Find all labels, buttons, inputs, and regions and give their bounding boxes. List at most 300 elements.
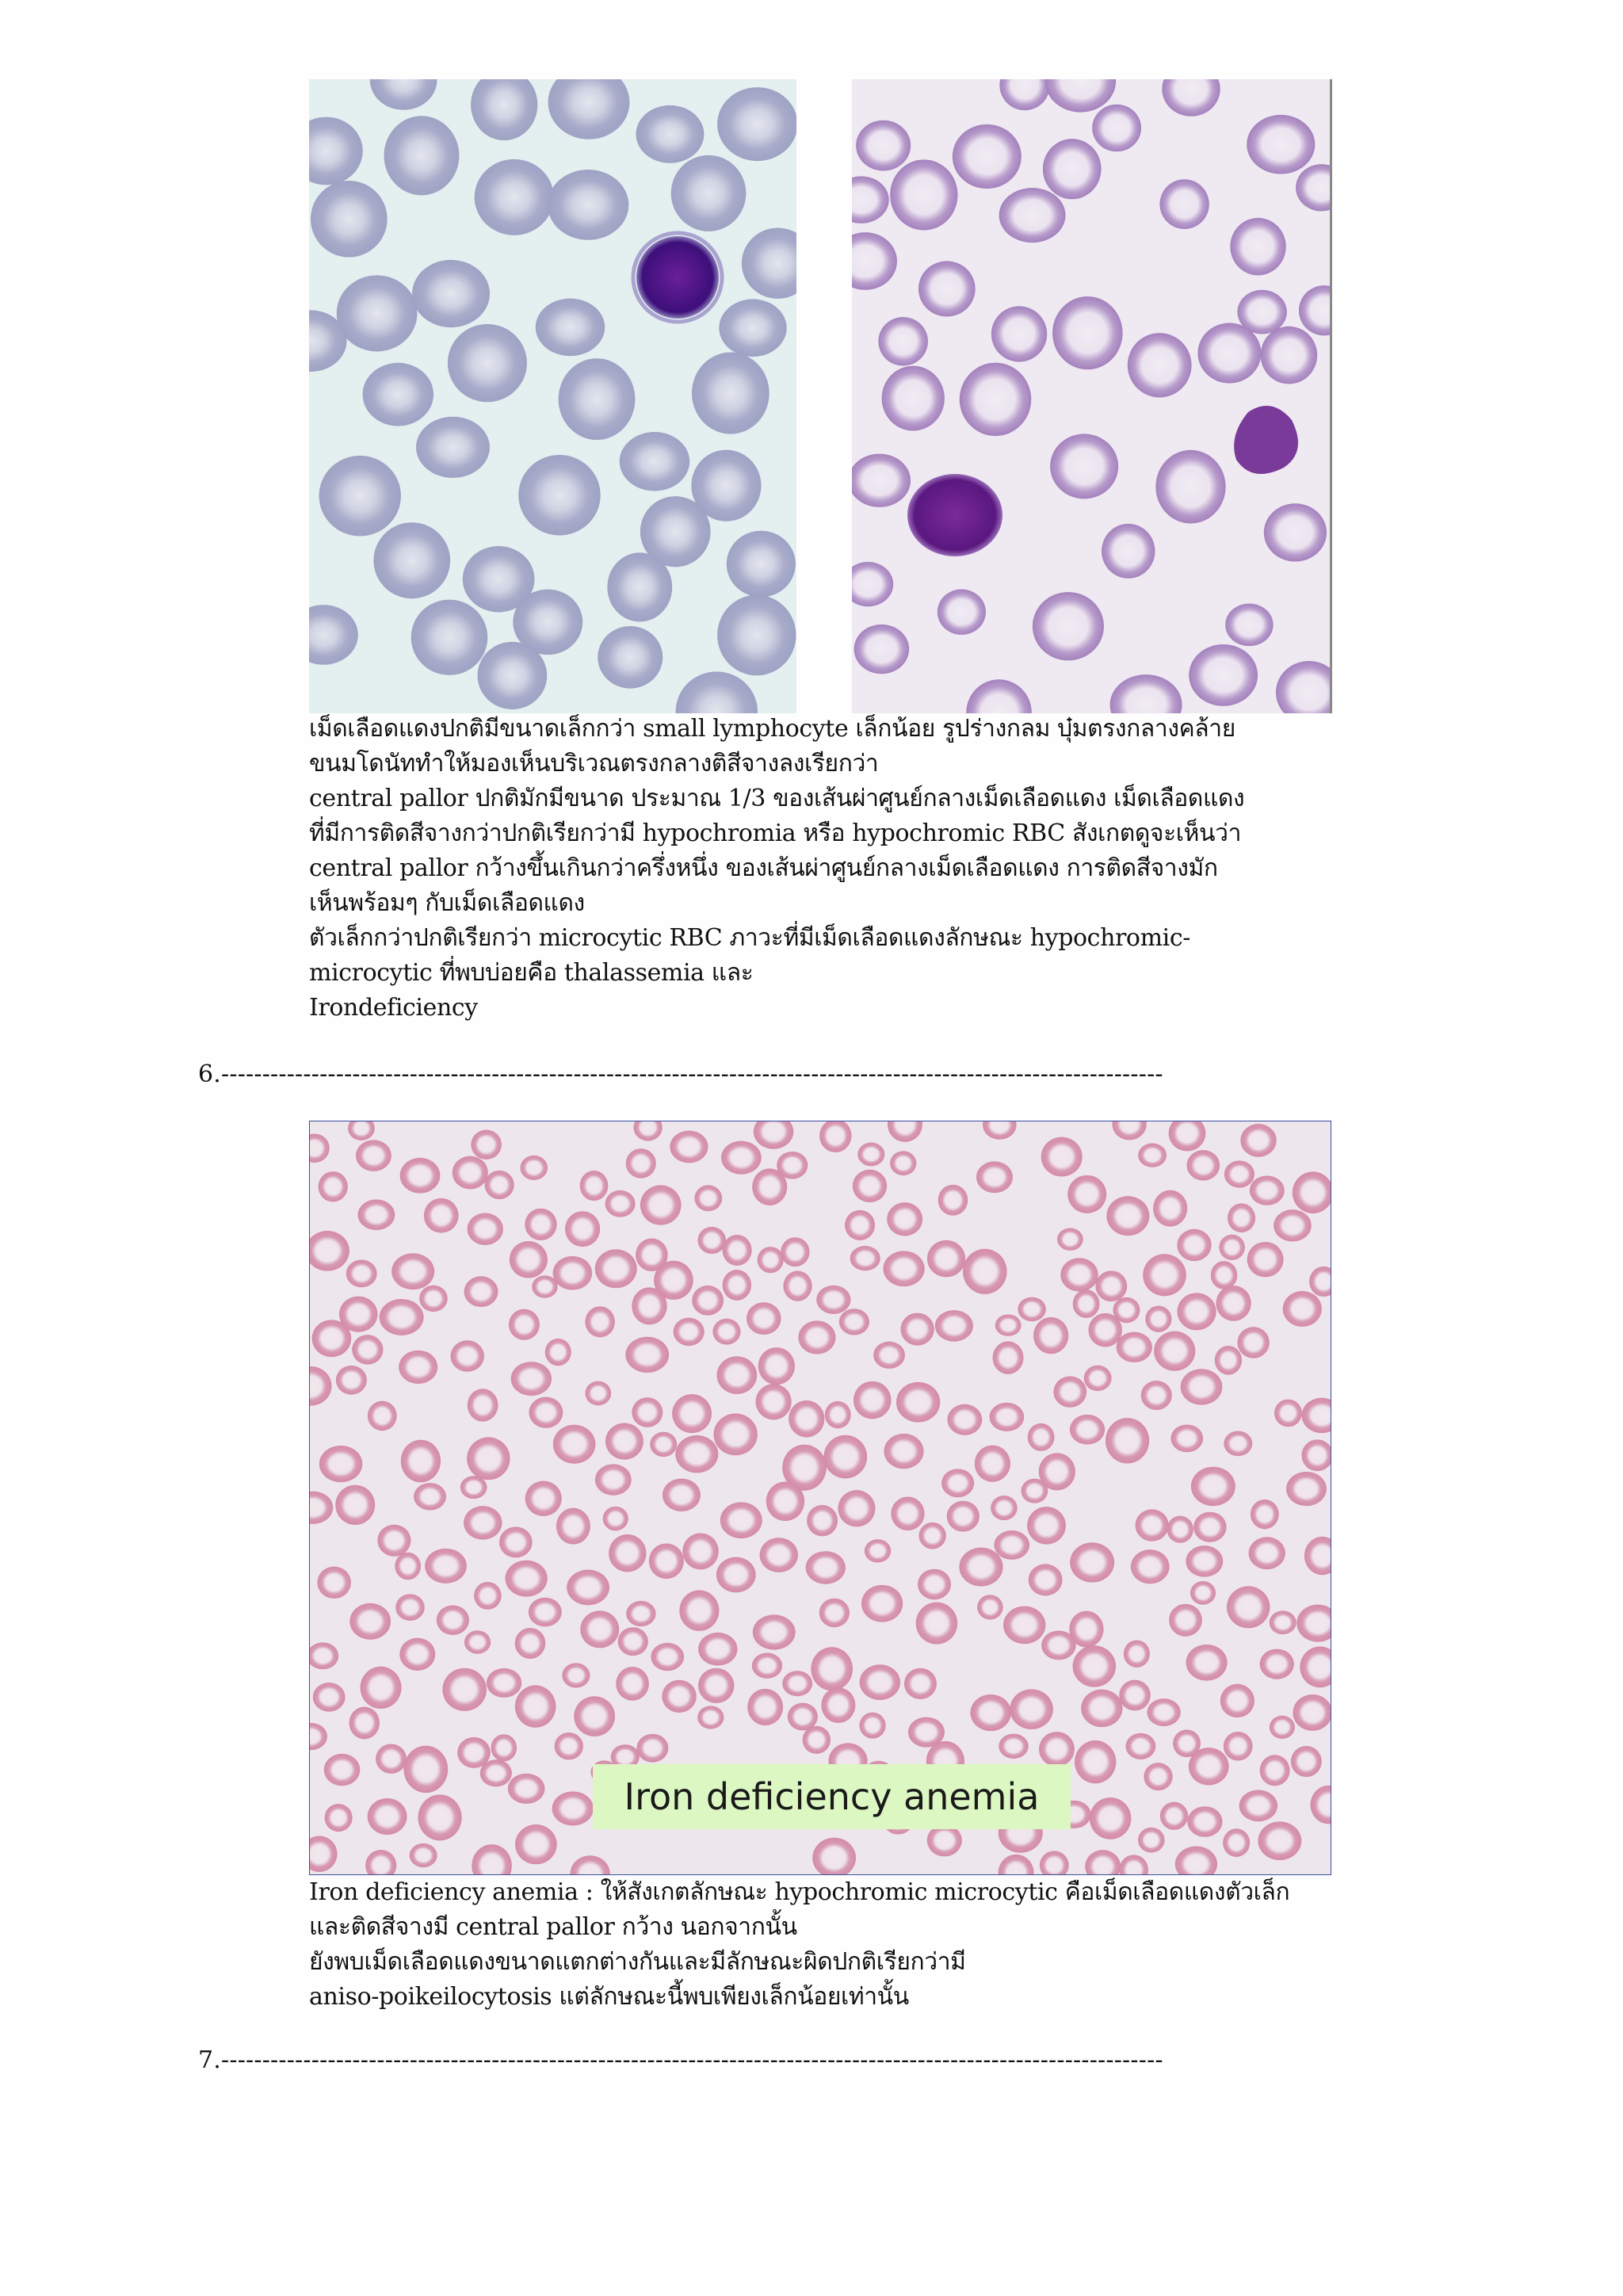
red-blood-cell	[692, 353, 769, 434]
red-blood-cell	[352, 1335, 383, 1364]
red-blood-cell	[1060, 1258, 1098, 1291]
red-blood-cell	[727, 531, 796, 598]
red-blood-cell	[941, 1469, 974, 1497]
red-blood-cell	[1224, 1431, 1252, 1457]
red-blood-cell	[900, 1313, 934, 1346]
red-blood-cell	[947, 1404, 982, 1435]
red-blood-cell	[395, 1594, 424, 1621]
red-blood-cell	[1261, 327, 1318, 384]
red-blood-cell	[682, 1533, 718, 1569]
red-blood-cell	[1215, 1346, 1242, 1375]
red-blood-cell	[349, 1707, 380, 1740]
red-blood-cell	[1147, 1698, 1180, 1726]
red-blood-cell	[674, 1318, 705, 1346]
red-blood-cell	[467, 1437, 510, 1480]
red-blood-cell	[339, 1297, 378, 1332]
red-blood-cell	[1293, 1694, 1331, 1731]
red-blood-cell	[1033, 592, 1104, 660]
red-blood-cell	[993, 1341, 1024, 1373]
red-blood-cell	[1264, 503, 1327, 561]
lymphocyte-cell	[636, 236, 719, 319]
red-blood-cell	[1270, 1716, 1295, 1739]
blood-smear-hypochromic-image	[852, 79, 1332, 713]
red-blood-cell	[698, 1668, 734, 1703]
red-blood-cell	[474, 1582, 502, 1610]
red-blood-cell	[1187, 1806, 1222, 1837]
red-blood-cell	[856, 120, 911, 171]
red-blood-cell	[1043, 139, 1102, 199]
red-blood-cell	[995, 1315, 1022, 1336]
red-blood-cell	[953, 124, 1022, 189]
red-blood-cell	[853, 1170, 887, 1202]
red-blood-cell	[399, 1350, 437, 1384]
red-blood-cell	[636, 105, 704, 163]
red-blood-cell	[559, 358, 636, 440]
red-blood-cell	[536, 299, 605, 357]
red-blood-cell	[580, 1610, 619, 1648]
red-blood-cell	[720, 1502, 762, 1538]
red-blood-cell	[1291, 1746, 1322, 1777]
red-blood-cell	[883, 1251, 924, 1286]
red-blood-cell	[515, 1628, 546, 1659]
normal-rbc-micrograph	[309, 79, 796, 713]
red-blood-cell	[823, 1435, 867, 1479]
red-blood-cell	[1225, 604, 1273, 647]
red-blood-cell	[411, 600, 488, 675]
lymphocyte-cell	[907, 474, 1002, 556]
red-blood-cell	[999, 1734, 1028, 1759]
red-blood-cell	[574, 1696, 615, 1736]
red-blood-cell	[918, 261, 976, 316]
red-blood-cell	[509, 1309, 540, 1340]
red-blood-cell	[671, 155, 747, 231]
red-blood-cell	[694, 1185, 722, 1211]
red-blood-cell	[453, 1156, 488, 1190]
red-blood-cell	[403, 1746, 448, 1793]
red-blood-cell	[491, 1734, 517, 1761]
red-blood-cell	[595, 1249, 637, 1288]
red-blood-cell	[783, 1271, 812, 1301]
red-blood-cell	[412, 260, 490, 327]
red-blood-cell	[1028, 1423, 1055, 1451]
red-blood-cell	[632, 1397, 663, 1427]
red-blood-cell	[884, 1434, 923, 1469]
text-line: ที่มีการติดสีจางกว่าปกติเรียกว่ามี hypochromia หรือ hypochromic RBC สังเกตดูจะเห็นว่า	[309, 819, 1242, 847]
red-blood-cell	[963, 1249, 1007, 1294]
red-blood-cell	[1286, 1472, 1327, 1506]
red-blood-cell	[916, 1603, 957, 1645]
red-blood-cell	[918, 1569, 951, 1600]
red-blood-cell	[1143, 1254, 1186, 1296]
red-blood-cell	[442, 1668, 487, 1711]
red-blood-cell	[788, 1703, 818, 1731]
red-blood-cell	[1081, 1690, 1122, 1728]
red-blood-cell	[640, 1185, 682, 1224]
red-blood-cell	[1270, 1610, 1296, 1634]
red-blood-cell	[717, 87, 796, 161]
red-blood-cell	[349, 1603, 391, 1640]
red-blood-cell	[464, 1506, 502, 1539]
red-blood-cell	[1274, 1400, 1302, 1427]
red-blood-cell	[609, 1534, 646, 1572]
red-blood-cell	[487, 1668, 521, 1698]
red-blood-cell	[999, 188, 1066, 243]
red-blood-cell	[499, 1527, 533, 1558]
red-blood-cell	[854, 1381, 892, 1419]
red-blood-cell	[891, 1497, 924, 1531]
red-blood-cell	[1070, 1542, 1114, 1582]
red-blood-cell	[1239, 1790, 1277, 1822]
red-blood-cell	[317, 1567, 351, 1599]
red-blood-cell	[1003, 1606, 1045, 1645]
red-blood-cell	[515, 1685, 556, 1727]
red-blood-cell	[636, 1734, 668, 1763]
red-blood-cell	[819, 1599, 850, 1627]
red-blood-cell	[391, 1253, 434, 1289]
red-blood-cell	[626, 1148, 656, 1178]
red-blood-cell	[595, 1464, 632, 1495]
red-blood-cell	[1260, 1755, 1290, 1786]
red-blood-cell	[747, 1689, 783, 1725]
section-divider-6: 6.-------------------------------------------------------------------------------------------------------------------	[198, 1060, 1163, 1088]
red-blood-cell	[1018, 1297, 1046, 1322]
red-blood-cell	[1251, 1499, 1279, 1529]
red-blood-cell	[1178, 1293, 1216, 1330]
red-blood-cell	[947, 1501, 980, 1532]
red-blood-cell	[1050, 434, 1118, 499]
red-blood-cell	[1041, 1137, 1083, 1177]
red-blood-cell	[1070, 1415, 1105, 1445]
red-blood-cell	[1144, 1763, 1172, 1790]
red-blood-cell	[679, 1590, 719, 1630]
red-blood-cell	[337, 275, 418, 351]
red-blood-cell	[938, 590, 986, 635]
red-blood-cell	[605, 1190, 636, 1217]
red-blood-cell	[994, 1530, 1029, 1560]
red-blood-cell	[1155, 450, 1225, 524]
red-blood-cell	[620, 432, 689, 491]
red-blood-cell	[425, 1549, 467, 1584]
red-blood-cell	[991, 306, 1047, 361]
red-blood-cell	[358, 1199, 395, 1230]
red-blood-cell	[1027, 1507, 1066, 1544]
red-blood-cell	[1053, 1377, 1086, 1408]
red-blood-cell	[839, 1308, 869, 1335]
section-divider-7: 7.-------------------------------------------------------------------------------------------------------------------	[198, 2046, 1163, 2074]
red-blood-cell	[1119, 1680, 1151, 1711]
red-blood-cell	[1117, 1332, 1152, 1362]
red-blood-cell	[603, 1507, 628, 1531]
red-blood-cell	[478, 642, 548, 709]
red-blood-cell	[716, 1557, 756, 1593]
red-blood-cell	[927, 1824, 962, 1856]
red-blood-cell	[990, 1403, 1025, 1431]
red-blood-cell	[975, 1446, 1010, 1482]
red-blood-cell	[414, 1483, 446, 1510]
red-blood-cell	[464, 1630, 491, 1653]
red-blood-cell	[821, 1687, 855, 1723]
red-blood-cell	[882, 366, 945, 431]
red-blood-cell	[346, 1260, 377, 1288]
red-blood-cell	[1138, 1828, 1165, 1853]
red-blood-cell	[760, 1538, 798, 1572]
red-blood-cell	[585, 1381, 611, 1406]
red-blood-cell	[714, 1414, 758, 1456]
red-blood-cell	[508, 1774, 544, 1804]
red-blood-cell	[368, 1798, 407, 1835]
red-blood-cell	[890, 1151, 916, 1175]
red-blood-cell	[485, 1171, 514, 1199]
red-blood-cell	[1190, 1581, 1216, 1605]
red-blood-cell	[838, 1490, 875, 1526]
red-blood-cell	[580, 1171, 609, 1201]
red-blood-cell	[1247, 1242, 1284, 1277]
red-blood-cell	[410, 1843, 437, 1867]
red-blood-cell	[400, 1158, 441, 1194]
red-blood-cell	[675, 1435, 718, 1473]
red-blood-cell	[380, 1299, 424, 1335]
red-blood-cell	[1057, 1228, 1083, 1250]
red-blood-cell	[777, 1152, 808, 1179]
red-blood-cell	[1187, 1150, 1220, 1180]
red-blood-cell	[376, 1744, 407, 1773]
red-blood-cell	[1095, 1270, 1127, 1301]
text-line: central pallor ปกติมักมีขนาด ประมาณ 1/3 ของเส้นผ่าศูนย์กลางเม็ดเลือดแดง เม็ดเลือดแดง	[309, 785, 1245, 812]
red-blood-cell	[723, 1235, 752, 1266]
red-blood-cell	[437, 1605, 469, 1635]
red-blood-cell	[552, 1791, 594, 1825]
red-blood-cell	[663, 1479, 701, 1512]
red-blood-cell	[395, 1553, 421, 1580]
red-blood-cell	[313, 1683, 346, 1712]
red-blood-cell	[1029, 1564, 1063, 1595]
red-blood-cell	[1113, 1297, 1140, 1323]
red-blood-cell	[860, 1713, 886, 1739]
red-blood-cell	[1177, 1229, 1211, 1261]
red-blood-cell	[1167, 1516, 1193, 1543]
red-blood-cell	[1219, 1235, 1245, 1260]
red-blood-cell	[1125, 1733, 1155, 1759]
red-blood-cell	[325, 1804, 353, 1832]
text-line: และติดสีจางมี central pallor กว้าง นอกจากนั้น	[309, 1913, 797, 1941]
red-blood-cell	[1141, 1381, 1172, 1410]
red-blood-cell	[448, 324, 527, 402]
red-blood-cell	[529, 1397, 563, 1428]
red-blood-cell	[1169, 1604, 1202, 1637]
red-blood-cell	[556, 1508, 590, 1545]
red-blood-cell	[562, 1663, 590, 1687]
red-blood-cell	[1237, 1327, 1269, 1358]
red-blood-cell	[1260, 1649, 1294, 1679]
red-blood-cell	[1124, 1640, 1150, 1667]
red-blood-cell	[545, 1339, 571, 1366]
red-blood-cell	[616, 1667, 649, 1701]
red-blood-cell	[553, 1256, 593, 1290]
red-blood-cell	[401, 1440, 441, 1483]
red-blood-cell	[1075, 1740, 1116, 1783]
red-blood-cell	[626, 1601, 655, 1626]
red-blood-cell	[977, 1595, 1002, 1619]
red-blood-cell	[850, 1246, 880, 1270]
red-blood-cell	[585, 1306, 614, 1337]
red-blood-cell	[1067, 1175, 1106, 1213]
red-blood-cell	[424, 1198, 459, 1233]
red-blood-cell	[890, 159, 957, 230]
red-blood-cell	[959, 1548, 1002, 1587]
blood-smear-normal-image	[309, 79, 796, 713]
red-blood-cell	[1138, 1144, 1167, 1167]
red-blood-cell	[356, 1140, 391, 1171]
red-blood-cell	[938, 1185, 968, 1216]
red-blood-cell	[1224, 1160, 1254, 1187]
red-blood-cell	[525, 1481, 562, 1516]
red-blood-cell	[1186, 1545, 1223, 1576]
red-blood-cell	[464, 1276, 498, 1307]
red-blood-cell	[789, 1400, 824, 1438]
red-blood-cell	[1136, 1509, 1169, 1541]
red-blood-cell	[747, 1302, 781, 1335]
red-blood-cell	[717, 595, 796, 676]
blood-smear-iron-deficiency-image	[309, 1121, 1331, 1875]
iron-deficiency-micrograph	[310, 1121, 1331, 1874]
red-blood-cell	[468, 1389, 498, 1421]
red-blood-cell	[798, 1320, 835, 1354]
red-blood-cell	[670, 1131, 708, 1163]
red-blood-cell	[553, 1425, 596, 1464]
red-blood-cell	[319, 1171, 348, 1201]
red-blood-cell	[782, 1671, 812, 1696]
red-blood-cell	[418, 1794, 461, 1840]
red-blood-cell	[781, 1237, 809, 1266]
red-blood-cell	[1216, 1286, 1251, 1321]
red-blood-cell	[845, 1210, 875, 1240]
red-blood-cell	[878, 317, 928, 365]
red-blood-cell	[1039, 1453, 1075, 1490]
red-blood-cell	[336, 1366, 367, 1395]
red-blood-cell	[752, 1652, 782, 1678]
red-blood-cell	[384, 116, 459, 195]
red-blood-cell	[1128, 333, 1192, 397]
red-blood-cell	[896, 1382, 940, 1423]
red-blood-cell	[854, 625, 910, 674]
red-blood-cell	[860, 1664, 900, 1700]
red-blood-cell	[510, 1241, 548, 1278]
red-blood-cell	[803, 1726, 831, 1754]
red-blood-cell	[373, 522, 450, 598]
red-blood-cell	[651, 1643, 684, 1671]
red-blood-cell	[1193, 1512, 1227, 1542]
red-blood-cell	[319, 1446, 362, 1482]
red-blood-cell	[649, 1543, 684, 1579]
red-blood-cell	[471, 1130, 502, 1159]
red-blood-cell	[506, 1561, 548, 1597]
red-blood-cell	[865, 1539, 891, 1562]
text-line: aniso-poikeilocytosis แต่ลักษณะนี้พบเพียงเล็กน้อยเท่านั้น	[309, 1983, 909, 2011]
text-line: ขนมโดนัททำให้มองเห็นบริเวณตรงกลางติสีจางลงเรียกว่า	[309, 750, 879, 777]
red-blood-cell	[335, 1485, 375, 1525]
red-blood-cell	[1220, 1684, 1254, 1717]
red-blood-cell	[468, 1213, 503, 1245]
text-line: ตัวเล็กกว่าปกติเรียกว่า microcytic RBC ภาวะที่มีเม็ดเลือดแดงลักษณะ hypochromic-	[309, 924, 1190, 952]
red-blood-cell	[712, 1319, 740, 1345]
red-blood-cell	[618, 1627, 648, 1656]
red-blood-cell	[1073, 1289, 1100, 1318]
red-blood-cell	[1173, 1729, 1201, 1757]
hypochromic-rbc-micrograph	[852, 79, 1330, 713]
red-blood-cell	[1186, 1645, 1228, 1681]
red-blood-cell	[927, 1240, 965, 1278]
red-blood-cell	[416, 417, 490, 478]
red-blood-cell	[1010, 1689, 1053, 1729]
description-paragraph-iron	[309, 1875, 1339, 2015]
red-blood-cell	[1227, 1586, 1270, 1628]
red-blood-cell	[1189, 644, 1258, 706]
red-blood-cell	[480, 1759, 512, 1786]
red-blood-cell	[887, 1202, 922, 1236]
red-blood-cell	[399, 1638, 435, 1671]
red-blood-cell	[565, 1211, 600, 1247]
red-blood-cell	[1106, 1196, 1149, 1236]
red-blood-cell	[368, 1401, 397, 1431]
red-blood-cell	[632, 1287, 666, 1324]
red-blood-cell	[806, 1551, 846, 1584]
red-blood-cell	[807, 1505, 838, 1536]
red-blood-cell	[1052, 296, 1123, 369]
red-blood-cell	[904, 1668, 937, 1699]
red-blood-cell	[1181, 1369, 1223, 1404]
text-line: Iron deficiency anemia : ให้สังเกตลักษณะ hypochromic microcytic คือเม็ดเลือดแดงตัวเล็ก	[309, 1878, 1290, 1906]
red-blood-cell	[419, 1286, 448, 1312]
red-blood-cell	[857, 1143, 884, 1167]
red-blood-cell	[970, 1694, 1011, 1731]
red-blood-cell	[935, 1310, 973, 1342]
red-blood-cell	[636, 1239, 667, 1272]
red-blood-cell	[662, 1680, 696, 1713]
red-blood-cell	[319, 456, 401, 537]
text-line: เห็นพร้อมๆ กับเม็ดเลือดแดง	[309, 889, 585, 917]
red-blood-cell	[697, 1706, 724, 1729]
red-blood-cell	[692, 1286, 724, 1316]
red-blood-cell	[520, 1156, 548, 1180]
red-blood-cell	[511, 1362, 552, 1396]
red-blood-cell	[605, 1423, 643, 1459]
red-blood-cell	[1159, 179, 1209, 229]
red-blood-cell	[1170, 1424, 1203, 1452]
red-blood-cell	[460, 1476, 487, 1499]
red-blood-cell	[1240, 1124, 1276, 1157]
red-blood-cell	[548, 170, 628, 240]
red-blood-cell	[1228, 1203, 1255, 1232]
red-blood-cell	[1092, 105, 1141, 152]
red-blood-cell	[1249, 1537, 1285, 1569]
red-blood-cell	[698, 1227, 726, 1254]
red-blood-cell	[753, 1614, 796, 1649]
red-blood-cell	[672, 1394, 712, 1433]
text-line: Irondeficiency	[309, 994, 478, 1022]
red-blood-cell	[1039, 1732, 1075, 1767]
red-blood-cell	[1069, 1611, 1103, 1648]
red-blood-cell	[475, 159, 554, 235]
red-blood-cell	[324, 1754, 360, 1786]
red-blood-cell	[1258, 1821, 1301, 1860]
red-blood-cell	[311, 181, 388, 258]
red-blood-cell	[698, 1633, 737, 1666]
red-blood-cell	[1283, 1291, 1322, 1327]
red-blood-cell	[721, 1141, 762, 1175]
red-blood-cell	[1230, 218, 1285, 276]
red-blood-cell	[1033, 1317, 1068, 1354]
red-blood-cell	[1090, 1797, 1131, 1839]
